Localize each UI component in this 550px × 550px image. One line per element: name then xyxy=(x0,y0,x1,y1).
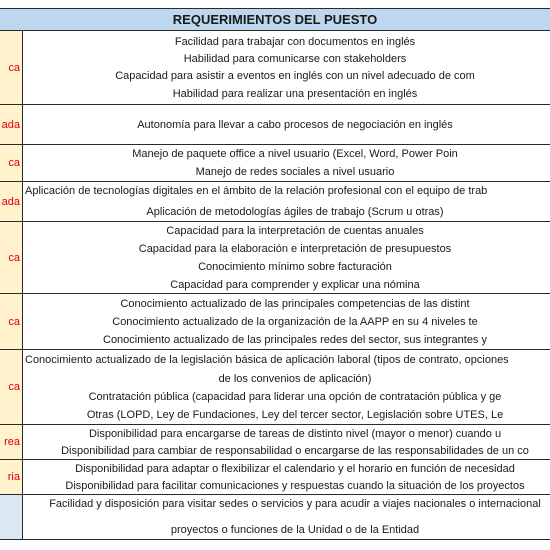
requirement-line[interactable]: Disponibilidad para cambiar de responsabilidad o encargarse de las responsabilidades de un co xyxy=(61,445,529,457)
header-row xyxy=(0,8,550,31)
requirement-line[interactable]: de los convenios de aplicación) xyxy=(218,373,372,385)
category-cell[interactable] xyxy=(0,425,23,460)
category-label: ria xyxy=(7,471,20,483)
category-label: ca xyxy=(8,381,20,393)
category-cell[interactable] xyxy=(0,350,23,425)
requirement-group xyxy=(23,460,550,495)
category-label: ada xyxy=(1,118,20,131)
category-cell[interactable] xyxy=(0,495,23,540)
requirement-line[interactable]: Conocimiento actualizado de las principales competencias de las distint xyxy=(120,298,470,310)
category-cell[interactable] xyxy=(0,105,23,145)
requirement-line[interactable]: Conocimiento mínimo sobre facturación xyxy=(198,261,392,273)
requirement-line[interactable]: Disponibilidad para facilitar comunicaciones y respuestas cuando la situación de los proyectos xyxy=(65,480,525,492)
requirement-line[interactable]: Habilidad para comunicarse con stakeholders xyxy=(183,53,407,65)
requirement-group xyxy=(23,294,550,350)
requirement-line[interactable]: Capacidad para la interpretación de cuentas anuales xyxy=(166,225,424,237)
requirement-group xyxy=(23,105,550,145)
requirement-group xyxy=(23,182,550,222)
category-cell[interactable] xyxy=(0,145,23,182)
requirement-line[interactable]: Otras (LOPD, Ley de Fundaciones, Ley del tercer sector, Legislación sobre UTES, Le xyxy=(86,409,504,421)
requirement-group xyxy=(23,222,550,294)
requirement-line[interactable]: Contratación pública (capacidad para liderar una opción de contratación pública y ge xyxy=(88,391,502,403)
requirement-line[interactable]: Capacidad para asistir a eventos en inglés con un nivel adecuado de com xyxy=(115,70,475,82)
requirement-line[interactable]: Conocimiento actualizado de las principales redes del sector, sus integrantes y xyxy=(103,334,487,346)
requirement-group xyxy=(23,425,550,460)
requirement-group xyxy=(23,145,550,182)
page-title: REQUERIMIENTOS DEL PUESTO xyxy=(172,12,378,27)
requirement-line[interactable]: Capacidad para comprender y explicar una nómina xyxy=(170,279,420,291)
requirement-line[interactable]: Facilidad y disposición para visitar sedes o servicios y para acudir a viajes nacionales o internacional xyxy=(49,498,541,510)
requirement-line[interactable]: Disponibilidad para encargarse de tareas de distinto nivel (mayor o menor) cuando u xyxy=(88,428,502,440)
category-label: ca xyxy=(8,157,20,169)
category-cell[interactable] xyxy=(0,31,23,105)
requirement-line[interactable]: Conocimiento actualizado de la legislación básica de aplicación laboral (tipos de contrato, opciones xyxy=(25,354,509,366)
requirement-line[interactable]: Disponibilidad para adaptar o flexibilizar el calendario y el horario en función de necesidad xyxy=(75,463,515,475)
requirement-line[interactable]: Habilidad para realizar una presentación en inglés xyxy=(172,88,418,100)
requirement-group xyxy=(23,495,550,540)
category-cell[interactable] xyxy=(0,182,23,222)
requirement-line[interactable]: Autonomía para llevar a cabo procesos de negociación en inglés xyxy=(137,119,453,131)
requirement-group xyxy=(23,31,550,105)
requirement-line[interactable]: Conocimiento actualizado de la organización de la AAPP en su 4 niveles te xyxy=(112,316,478,328)
requirement-line[interactable]: Manejo de redes sociales a nivel usuario xyxy=(195,166,395,178)
requirement-line[interactable]: Aplicación de metodologías ágiles de trabajo (Scrum u otras) xyxy=(146,206,444,218)
category-label: ca xyxy=(8,315,20,328)
requirement-line[interactable]: Capacidad para la elaboración e interpretación de presupuestos xyxy=(138,243,452,255)
category-label: rea xyxy=(4,436,20,448)
requirement-line[interactable]: Facilidad para trabajar con documentos en inglés xyxy=(174,36,416,48)
requirement-line[interactable]: Manejo de paquete office a nivel usuario (Excel, Word, Power Poin xyxy=(132,148,458,160)
category-label: ada xyxy=(1,195,20,208)
requirement-group xyxy=(23,350,550,425)
requirement-line[interactable]: Aplicación de tecnologías digitales en el ámbito de la relación profesional con el equipo de trab xyxy=(25,185,488,197)
category-cell[interactable] xyxy=(0,460,23,495)
category-label: ca xyxy=(8,61,20,74)
category-cell[interactable] xyxy=(0,222,23,294)
requirement-line[interactable]: proyectos o funciones de la Unidad o de la Entidad xyxy=(170,524,420,536)
category-label: ca xyxy=(8,251,20,264)
category-cell[interactable] xyxy=(0,294,23,350)
